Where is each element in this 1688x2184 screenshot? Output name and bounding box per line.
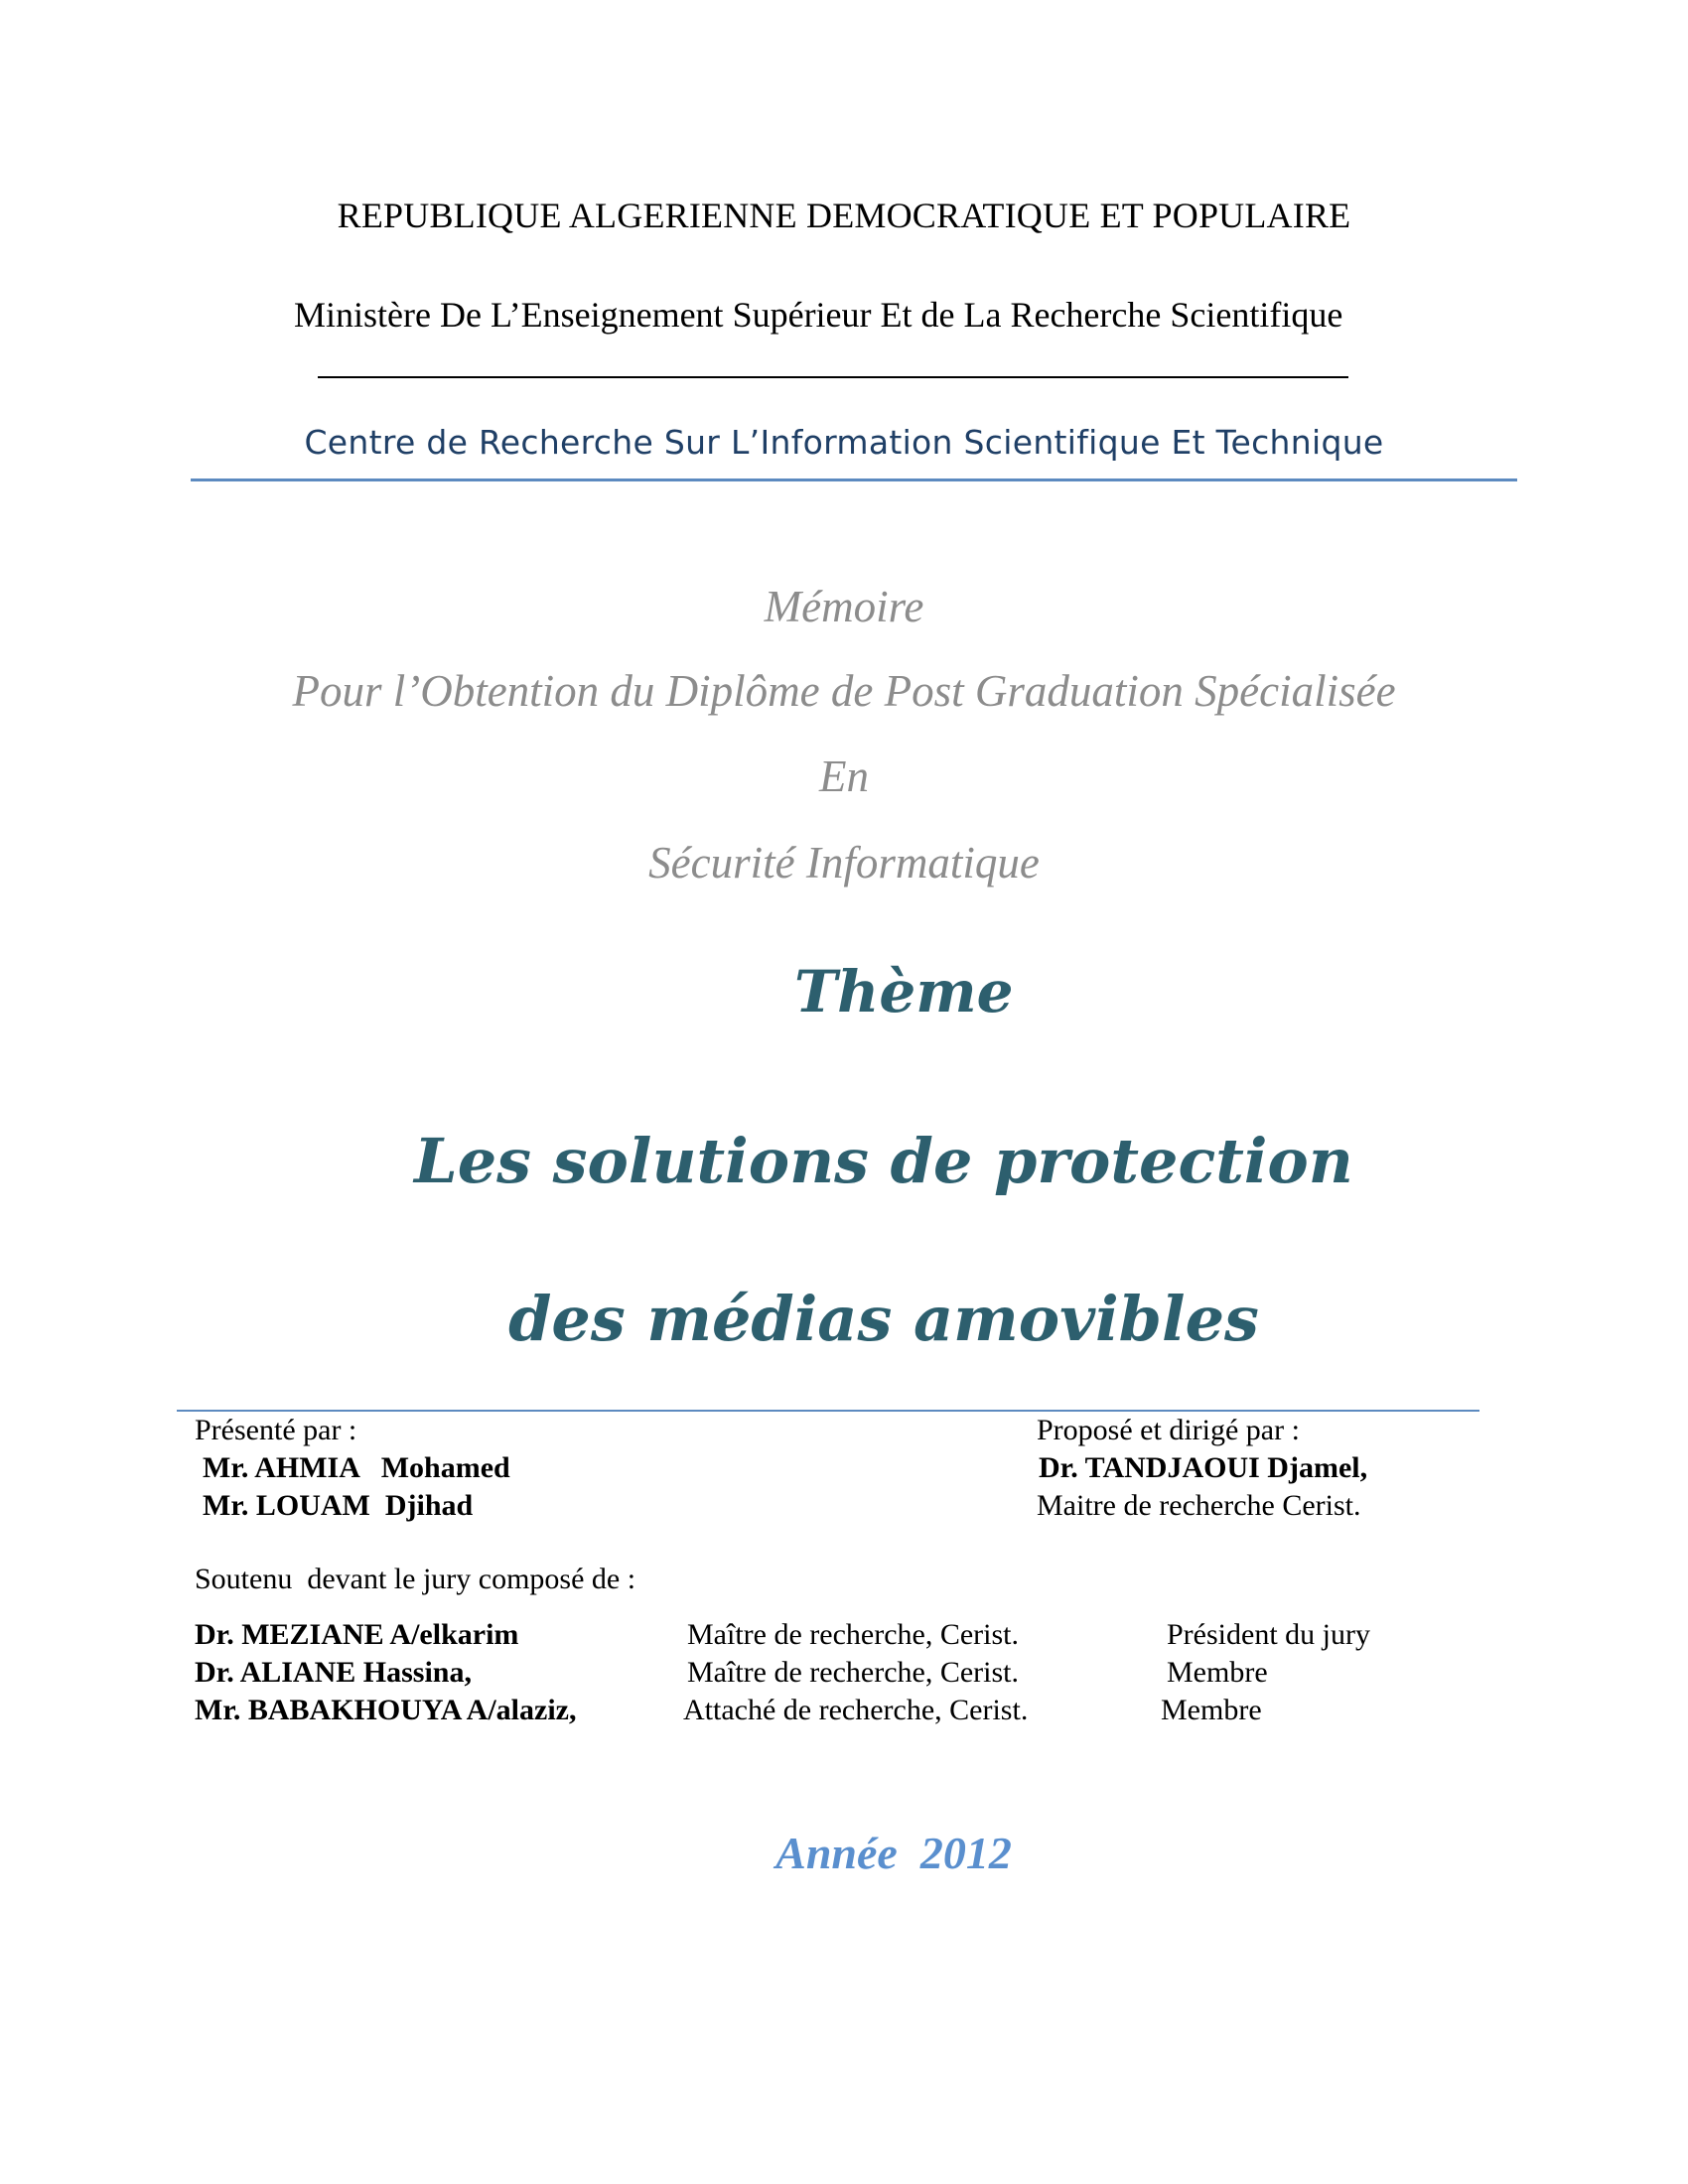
academic-year: Année 2012 xyxy=(775,1828,1012,1878)
director-name: Dr. TANDJAOUI Djamel, xyxy=(1039,1451,1368,1484)
theme-label: Thème xyxy=(794,958,1014,1025)
jury-member-row xyxy=(195,1618,1485,1656)
header-divider xyxy=(318,376,1348,378)
jury-member-name: Dr. MEZIANE A/elkarim xyxy=(195,1618,519,1651)
degree-field: Sécurité Informatique xyxy=(648,838,1040,887)
jury-member-role: Membre xyxy=(1161,1694,1262,1726)
thesis-title-line-1: Les solutions de protection xyxy=(414,1125,1353,1197)
jury-member-name: Mr. BABAKHOUYA A/alaziz, xyxy=(195,1694,577,1726)
jury-member-name: Dr. ALIANE Hassina, xyxy=(195,1656,472,1689)
presenters-label: Présenté par : xyxy=(195,1414,357,1446)
research-center-name: Centre de Recherche Sur L’Information Scientifique Et Technique xyxy=(304,423,1384,462)
degree-purpose: Pour l’Obtention du Diplôme de Post Graduation Spécialisée xyxy=(292,666,1396,716)
title-divider xyxy=(177,1410,1479,1412)
director-title: Maitre de recherche Cerist. xyxy=(1037,1489,1361,1522)
presenter-name: Mr. AHMIA Mohamed xyxy=(203,1451,510,1484)
jury-member-title: Attaché de recherche, Cerist. xyxy=(683,1694,1029,1726)
jury-member-title: Maître de recherche, Cerist. xyxy=(687,1656,1019,1689)
jury-member-title: Maître de recherche, Cerist. xyxy=(687,1618,1019,1651)
jury-member-role: Membre xyxy=(1167,1656,1268,1689)
degree-type: Mémoire xyxy=(764,582,924,631)
republic-heading: REPUBLIQUE ALGERIENNE DEMOCRATIQUE ET POPULAIRE xyxy=(337,196,1351,235)
jury-member-row xyxy=(195,1694,1485,1731)
degree-connector: En xyxy=(819,751,869,801)
presenter-name: Mr. LOUAM Djihad xyxy=(203,1489,474,1522)
jury-member-role: Président du jury xyxy=(1167,1618,1370,1651)
jury-label: Soutenu devant le jury composé de : xyxy=(195,1563,636,1595)
thesis-title-line-2: des médias amovibles xyxy=(508,1283,1259,1355)
director-label: Proposé et dirigé par : xyxy=(1037,1414,1300,1446)
center-divider xyxy=(191,478,1517,481)
ministry-heading: Ministère De L’Enseignement Supérieur Et de La Recherche Scientifique xyxy=(294,295,1343,335)
jury-member-row xyxy=(195,1656,1485,1694)
